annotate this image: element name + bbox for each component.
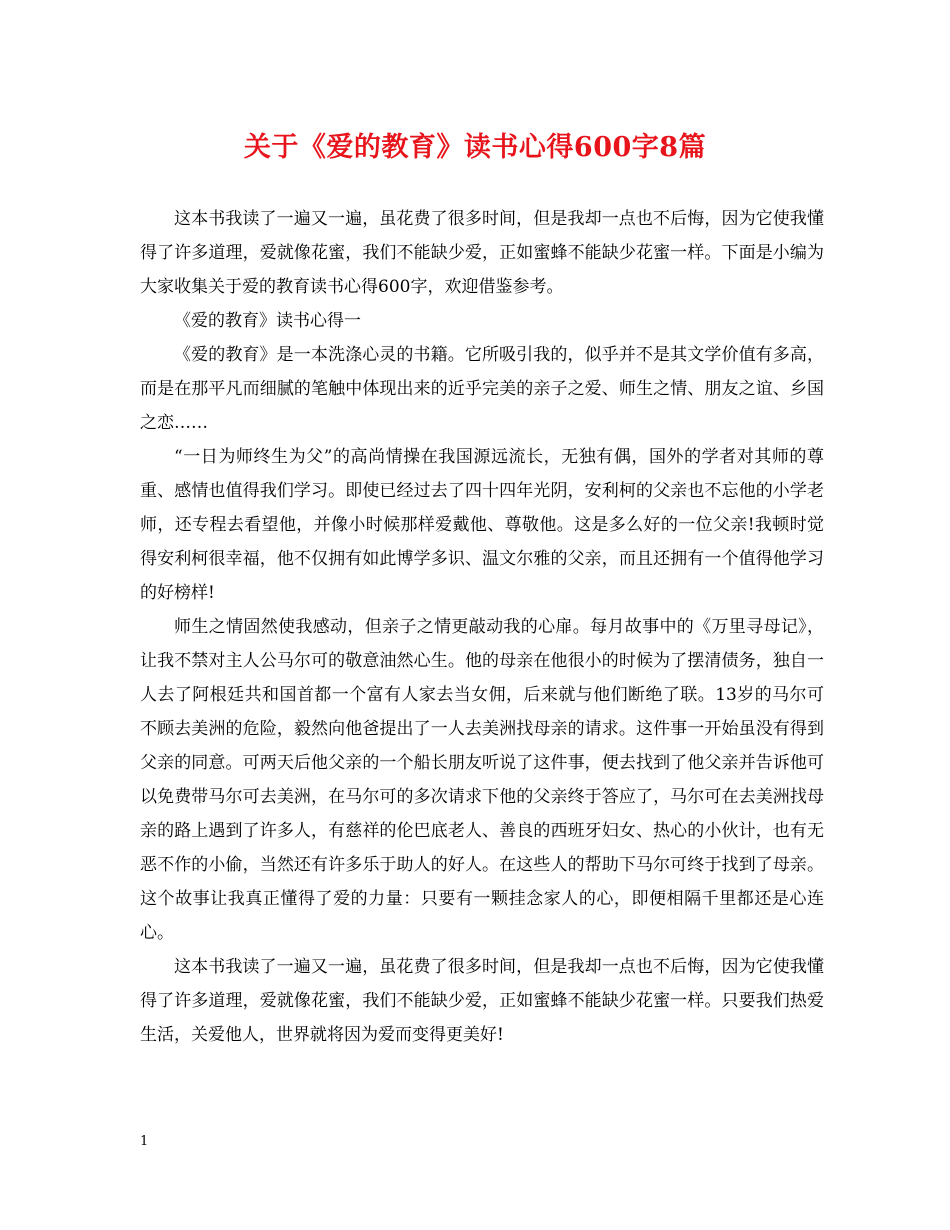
paragraph-body: 师生之情固然使我感动，但亲子之情更敲动我的心扉。每月故事中的《万里寻母记》，让我不禁对主人公马尔可的敬意油然心生。他的母亲在他很小的时候为了摆清债务，独自一人去了阿根廷共和国首都一个富有人家去当女佣，后来就与他们断绝了联。13岁的马尔可不顾去美洲的危险，毅然向他爸提出了一人去美洲找母亲的请求。这件事一开始虽没有得到父亲的同意。可两天后他父亲的一个船长朋友听说了这件事，便去找到了他父亲并告诉他可以免费带马尔可去美洲，在马尔可的多次请求下他的父亲终于答应了，马尔可在去美洲找母亲的路上遇到了许多人，有慈祥的伦巴底老人、善良的西班牙妇女、热心的小伙计，也有无恶不作的小偷，当然还有许多乐于助人的好人。在这些人的帮助下马尔可终于找到了母亲。这个故事让我真正懂得了爱的力量：只要有一颗挂念家人的心，即便相隔千里都还是心连心。 xyxy=(140,617,824,943)
section-heading: 《爱的教育》读书心得一 xyxy=(174,311,361,331)
document-title: 关于《爱的教育》读书心得600字8篇 xyxy=(243,132,707,163)
page-number: 1 xyxy=(140,1134,149,1149)
paragraph-body: 《爱的教育》是一本洗涤心灵的书籍。它所吸引我的，似乎并不是其文学价值有多高，而是在那平凡而细腻的笔触中体现出来的近乎完美的亲子之爱、师生之情、朋友之谊、乡国之恋…… xyxy=(140,345,824,433)
paragraph-conclusion: 这本书我读了一遍又一遍，虽花费了很多时间，但是我却一点也不后悔，因为它使我懂得了许多道理，爱就像花蜜，我们不能缺少爱，正如蜜蜂不能缺少花蜜一样。只要我们热爱生活，关爱他人，世界就将因为爱而变得更美好! xyxy=(140,957,824,1045)
document-body xyxy=(140,202,824,1052)
paragraph-intro: 这本书我读了一遍又一遍，虽花费了很多时间，但是我却一点也不后悔，因为它使我懂得了许多道理，爱就像花蜜，我们不能缺少爱，正如蜜蜂不能缺少花蜜一样。下面是小编为大家收集关于爱的教育读书心得600字，欢迎借鉴参考。 xyxy=(140,209,824,297)
paragraph-body: “一日为师终生为父”的高尚情操在我国源远流长，无独有偶，国外的学者对其师的尊重、感情也值得我们学习。即使已经过去了四十四年光阴，安利柯的父亲也不忘他的小学老师，还专程去看望他，并像小时候那样爱戴他、尊敬他。这是多么好的一位父亲!我顿时觉得安利柯很幸福，他不仅拥有如此博学多识、温文尔雅的父亲，而且还拥有一个值得他学习的好榜样! xyxy=(140,447,824,603)
